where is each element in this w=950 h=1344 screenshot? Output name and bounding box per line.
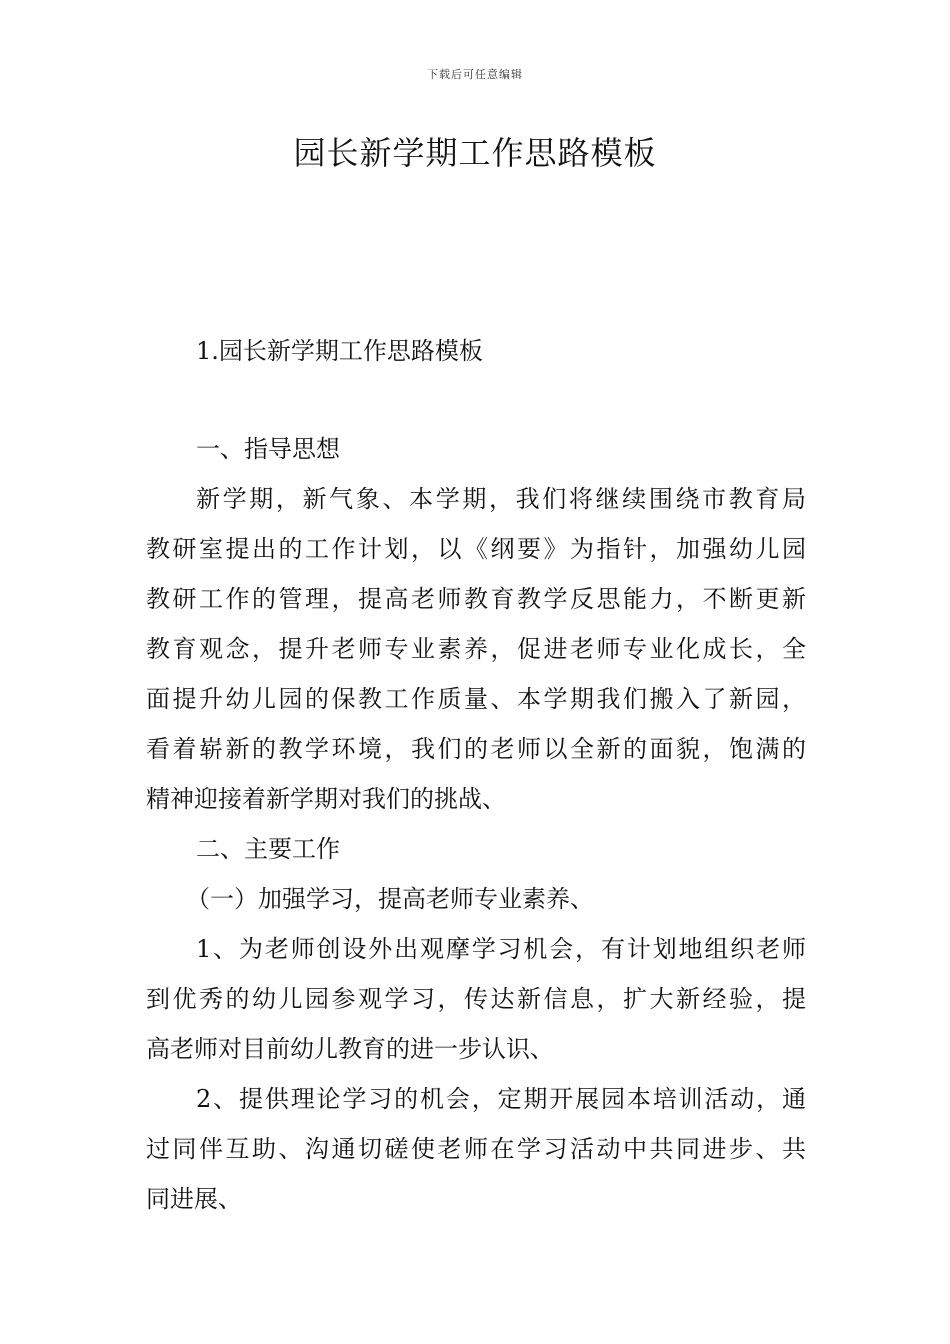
paragraph-line: 面提升幼儿园的保教工作质量、本学期我们搬入了新园， bbox=[146, 685, 806, 713]
section-heading-block bbox=[146, 326, 806, 376]
paragraph-line: 看着崭新的教学环境，我们的老师以全新的面貌，饱满的 bbox=[146, 735, 806, 763]
item2-line: 2、提供理论学习的机会，定期开展园本培训活动，通 bbox=[196, 1085, 806, 1113]
item2-line: 同进展、 bbox=[146, 1185, 242, 1213]
paragraph-line: 教研室提出的工作计划，以《纲要》为指针，加强幼儿园 bbox=[146, 535, 806, 563]
part2-heading: 二、主要工作 bbox=[196, 835, 340, 863]
paragraph-line: 教育观念，提升老师专业素养，促进老师专业化成长，全 bbox=[146, 635, 806, 663]
item1-line: 1、为老师创设外出观摩学习机会，有计划地组织老师 bbox=[196, 935, 806, 963]
paragraph-line: 新学期，新气象、本学期，我们将继续围绕市教育局 bbox=[196, 485, 806, 513]
document-title: 园长新学期工作思路模板 bbox=[293, 134, 657, 172]
part1-block bbox=[146, 424, 806, 1224]
paragraph-line: 教研工作的管理，提高老师教育教学反思能力，不断更新 bbox=[146, 585, 806, 613]
header-note: 下载后可任意编辑 bbox=[427, 68, 523, 81]
paragraph-line: 精神迎接着新学期对我们的挑战、 bbox=[146, 785, 506, 813]
part1-heading: 一、指导思想 bbox=[196, 435, 340, 463]
item2-line: 过同伴互助、沟通切磋使老师在学习活动中共同进步、共 bbox=[146, 1135, 806, 1163]
item1-line: 高老师对目前幼儿教育的进一步认识、 bbox=[146, 1035, 554, 1063]
part2-subheading: （一）加强学习，提高老师专业素养、 bbox=[186, 885, 594, 913]
item1-line: 到优秀的幼儿园参观学习，传达新信息，扩大新经验，提 bbox=[146, 985, 806, 1013]
section-heading: 1.园长新学期工作思路模板 bbox=[196, 337, 483, 365]
